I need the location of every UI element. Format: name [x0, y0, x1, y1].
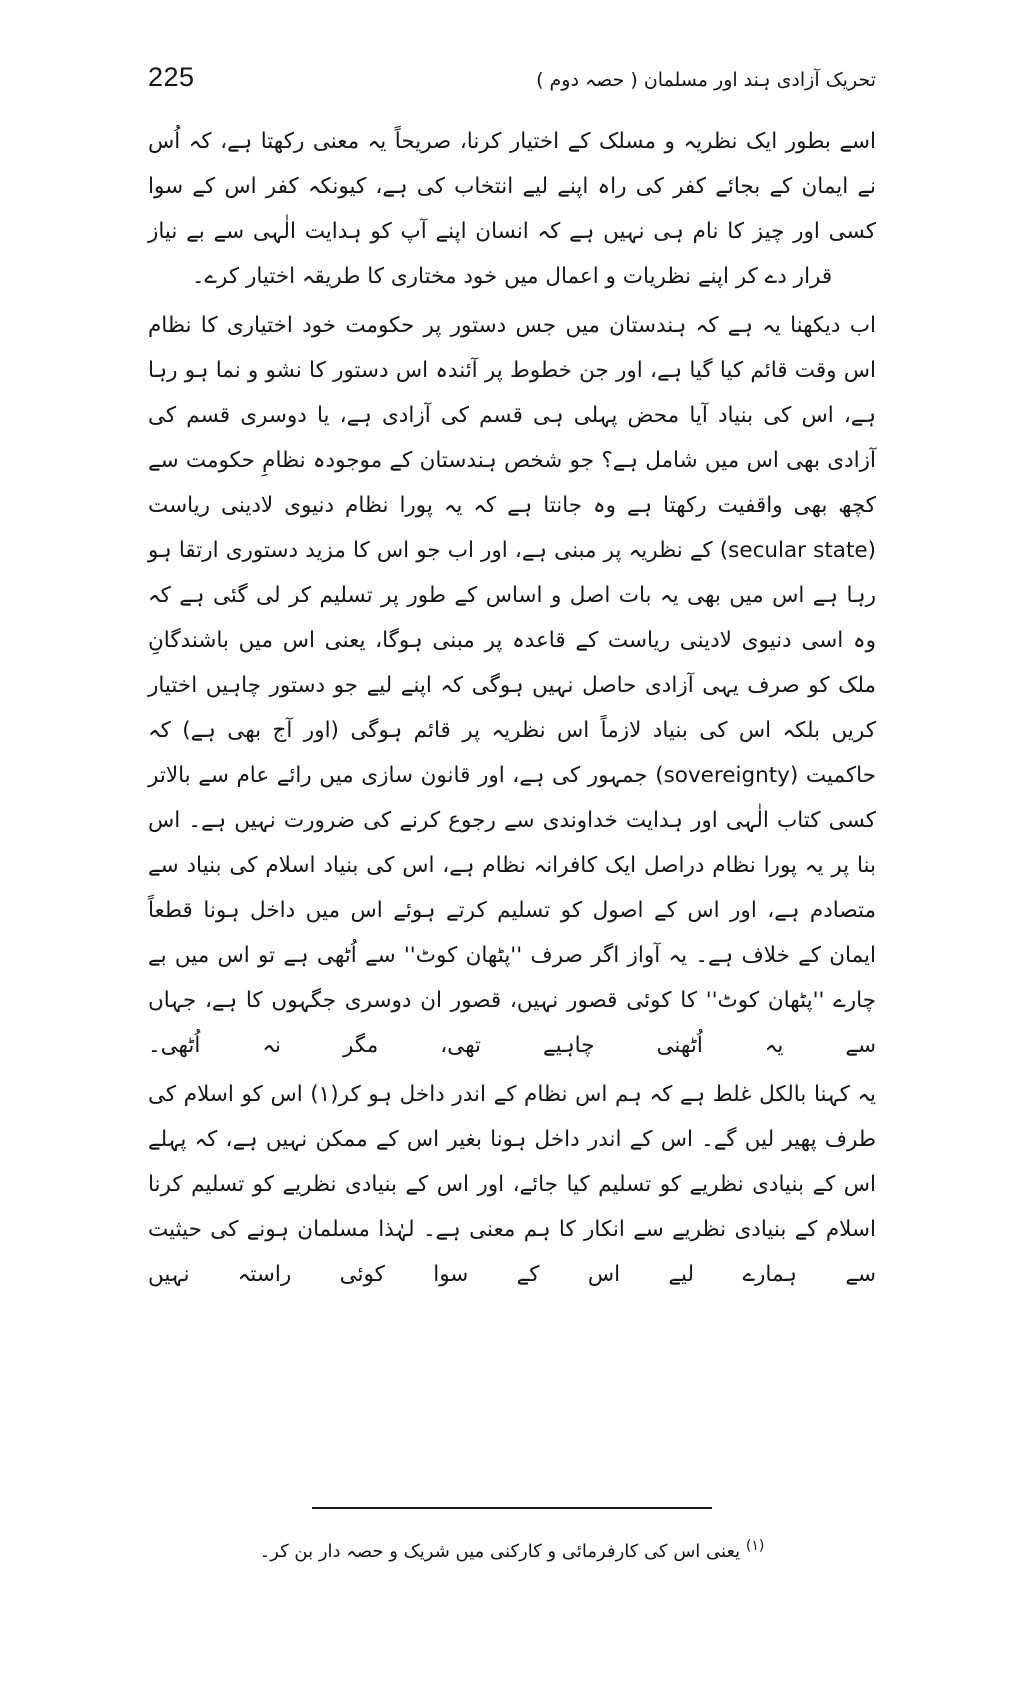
footnote-marker: (۱) [745, 1538, 765, 1554]
running-head-title: تحریک آزادی ہند اور مسلمان ( حصہ دوم ) [536, 69, 876, 91]
footnote-area [148, 1507, 876, 1569]
paragraph-3: یہ کہنا بالکل غلط ہے کہ ہم اس نظام کے اندر داخل ہو کر(۱) اس کو اسلام کی طرف پھیر لیں گے۔ اس کے اندر داخل ہونا بغیر اس کے ممکن نہیں ہے، کہ پہلے اس کے بنیادی نظریے کو تسلیم کیا جائے، اور اس کے بنیادی نظریے کو تسلیم کرنا اسلام کے بنیادی نظریے سے انکار کا ہم معنی ہے۔ لہٰذا مسلمان ہونے کی حیثیت سے ہمارے لیے اس کے سوا کوئی راستہ نہیں [148, 1082, 876, 1287]
page-number: 225 [148, 62, 195, 92]
footnote-text: یعنی اس کی کارفرمائی و کارکنی میں شریک و حصہ دار بن کر۔ [259, 1541, 741, 1562]
body-text [148, 119, 876, 1297]
paragraph-1: اسے بطور ایک نظریہ و مسلک کے اختیار کرنا، صریحاً یہ معنی رکھتا ہے، کہ اُس نے ایمان کے بجائے کفر کی راہ اپنے لیے انتخاب کی ہے، کیونکہ کفر اس کے سوا کسی اور چیز کا نام ہی نہیں ہے کہ انسان اپنے آپ کو ہدایت الٰہی سے بے نیاز قرار دے کر اپنے نظریات و اعمال میں خود مختاری کا طریقہ اختیار کرے۔ [148, 129, 876, 289]
footnote [148, 1529, 876, 1569]
footnote-separator [312, 1507, 712, 1509]
page-header [148, 62, 876, 93]
paragraph-2: اب دیکھنا یہ ہے کہ ہندستان میں جس دستور پر حکومت خود اختیاری کا نظام اس وقت قائم کیا گیا ہے، اور جن خطوط پر آئندہ اس دستور کا نشو و نما ہو رہا ہے، اس کی بنیاد آیا محض پہلی ہی قسم کی آزادی ہے، یا دوسری قسم کی آزادی بھی اس میں شامل ہے؟ جو شخص ہندستان کے موجودہ نظامِ حکومت سے کچھ بھی واقفیت رکھتا ہے وہ جانتا ہے کہ یہ پورا نظام دنیوی لادینی ریاست (secular state) کے نظریہ پر مبنی ہے، اور اب جو اس کا مزید دستوری ارتقا ہو رہا ہے اس میں بھی یہ بات اصل و اساس کے طور پر تسلیم کر لی گئی ہے کہ وہ اسی دنیوی لادینی ریاست کے قاعدہ پر مبنی ہوگا، یعنی اس میں باشندگانِ ملک کو صرف یہی آزادی حاصل نہیں ہوگی کہ اپنے لیے جو دستور چاہیں اختیار کریں بلکہ اس کی بنیاد لازماً اس نظریہ پر قائم ہوگی (اور آج بھی ہے) کہ حاکمیت (sovereignty) جمہور کی ہے، اور قانون سازی میں رائے عام سے بالاتر کسی کتاب الٰہی اور ہدایت خداوندی سے رجوع کرنے کی ضرورت نہیں ہے۔ اس بنا پر یہ پورا نظام دراصل ایک کافرانہ نظام ہے، اس کی بنیاد اسلام کی بنیاد سے متصادم ہے، اور اس کے اصول کو تسلیم کرتے ہوئے اس میں داخل ہونا قطعاً ایمان کے خلاف ہے۔ یہ آواز اگر صرف ''پٹھان کوٹ'' سے اُٹھی ہے تو اس میں بے چارے ''پٹھان کوٹ'' کا کوئی قصور نہیں، قصور ان دوسری جگہوں کا ہے، جہاں سے یہ اُٹھنی چاہیے تھی، مگر نہ اُٹھی۔ [148, 313, 877, 1058]
